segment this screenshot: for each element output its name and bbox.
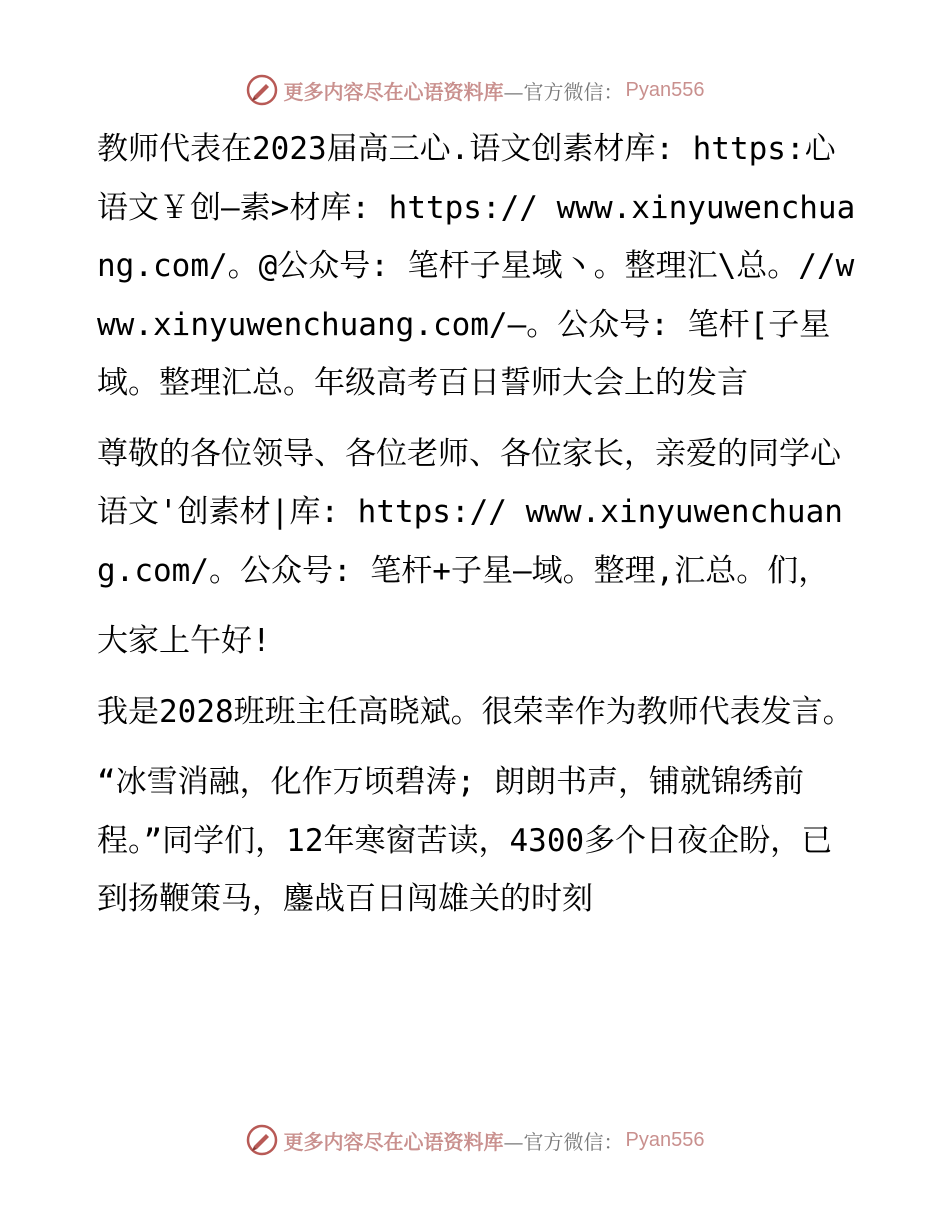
banner-sub-text: —官方微信： (503, 79, 624, 104)
paragraph-introduction: 我是2028班班主任高晓斌。很荣幸作为教师代表发言。 (97, 693, 854, 730)
banner-handle-text: Pyan556 (625, 78, 705, 101)
banner-main-text: 更多内容尽在心语资料库 (283, 79, 504, 104)
paragraph-good-morning: 大家上午好! (97, 623, 271, 659)
banner-handle-text: Pyan556 (625, 1128, 705, 1151)
pen-logo-icon (246, 1124, 278, 1156)
banner-main-text: 更多内容尽在心语资料库 (283, 1129, 504, 1154)
paragraph-title: 教师代表在2023届高三心.语文创素材库: https:心语文￥创—素>材库: https:// www.xinyuwenchuang.com/。@公众号: 笔杆子星域丶。整理汇\总。//www.xinyuwenchuang.com/—。公众号: 笔杆[子星域。整理汇总。年级高考百日誓师大会上的发言 (97, 131, 856, 401)
paragraph-quote: “冰雪消融，化作万顷碧涛; 朗朗书声，铺就锦绣前程。”同学们，12年寒窗苦读，4300多个日夜企盼，已到扬鞭策马，鏖战百日闯雄关的时刻 (97, 764, 833, 917)
paragraph-greeting: 尊敬的各位领导、各位老师、各位家长，亲爱的同学心语文'创素材|库: https:// www.xinyuwenchuang.com/。公众号: 笔杆+子星—域。整理,汇总。们， (97, 435, 843, 589)
banner-sub-text: —官方微信： (503, 1129, 624, 1154)
document-body (97, 120, 857, 941)
page-header-banner (0, 70, 950, 110)
pen-logo-icon (246, 74, 278, 106)
page-footer-banner (0, 1120, 950, 1160)
